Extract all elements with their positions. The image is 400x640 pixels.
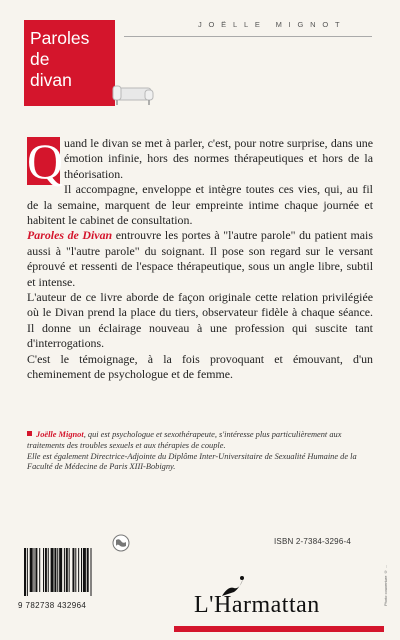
isbn: ISBN 2-7384-3296-4 <box>274 537 351 546</box>
barcode-bar <box>54 548 56 592</box>
divan-icon <box>112 80 154 108</box>
barcode-bar <box>43 548 44 592</box>
publisher-name: L'Harmattan <box>194 592 320 618</box>
paragraph-1: Q uand le divan se met à parler, c'est, pour notre surprise, dans une émotion infinie, hors des normes thérapeutiques et hors de la théorisation. <box>27 133 373 189</box>
barcode-bar <box>87 548 89 592</box>
barcode-bar <box>81 548 82 592</box>
paragraph-5: C'est le témoignage, à la fois provoquant et émouvant, d'un cheminement de psychologue et de femme. <box>27 351 373 382</box>
book-title-inline: Paroles de Divan <box>27 228 113 243</box>
barcode-bar <box>59 548 62 592</box>
paragraph-3: Paroles de Divan entrouvre les portes à "l'autre parole" du patient mais aussi à "l'autre parole" du soignant. Il pose son regard sur le versant éprouvé et ressenti de l'espace thérapeutique, sous un angle libre, subtil et intense. <box>27 228 373 289</box>
bottom-accent-bar <box>174 626 384 632</box>
globe-icon <box>112 534 130 552</box>
cover-title: Paroles de divan <box>30 28 90 90</box>
barcode-bar <box>35 548 37 592</box>
barcode-icon <box>22 548 108 596</box>
author-name-header: JOËLLE MIGNOT <box>198 20 347 29</box>
barcode-bar <box>72 548 74 592</box>
bio-author-name: Joëlle Mignot <box>36 430 84 439</box>
author-bio <box>27 430 373 473</box>
side-credit: Photo couverture © ... <box>383 564 388 606</box>
barcode-bar <box>34 548 35 592</box>
barcode-number: 9 782738 432964 <box>18 601 87 610</box>
barcode-bar <box>30 548 33 592</box>
barcode-bar <box>78 548 79 592</box>
barcode-bar <box>45 548 47 592</box>
barcode-bar <box>69 548 70 592</box>
barcode-bar <box>39 548 40 592</box>
bio-line-1: Joëlle Mignot, qui est psychologue et sexothérapeute, s'intéresse plus particulièrement aux traitements des troubles sexuels et aux thérapies de couple. <box>27 430 342 450</box>
dropcap: Q <box>27 133 64 189</box>
barcode-bar <box>64 548 65 592</box>
barcode-bar <box>57 548 58 592</box>
barcode-bar <box>83 548 86 592</box>
barcode-bar <box>48 548 49 592</box>
barcode-bar <box>75 548 76 592</box>
barcode-bar <box>66 548 68 592</box>
barcode-bar <box>24 548 26 596</box>
bio-line-2: Elle est également Directrice-Adjointe du Diplôme Inter-Universitaire de Sexualité Humaine de la Faculté de Médecine de Paris XIII-Bobigny. <box>27 451 357 472</box>
barcode-bar <box>91 548 92 596</box>
paragraph-2: Il accompagne, enveloppe et intègre toutes ces vies, qui, au fil de la semaine, marquent de leur empreinte intime chaque journée et habitent le cabinet de consultation. <box>27 182 373 228</box>
barcode-bar <box>27 548 28 596</box>
cover-title-box <box>24 20 115 106</box>
back-cover-text <box>27 133 373 383</box>
bullet-icon <box>27 431 32 436</box>
barcode-bar <box>51 548 54 592</box>
paragraph-4: L'auteur de ce livre aborde de façon originale cette relation privilégiée où le Divan prend la place du tiers, observateur fidèle à chaque séance. Il donne un éclairage nouveau à une profession qui suscite tant d'interrogations. <box>27 290 373 351</box>
header-rule <box>124 36 372 37</box>
